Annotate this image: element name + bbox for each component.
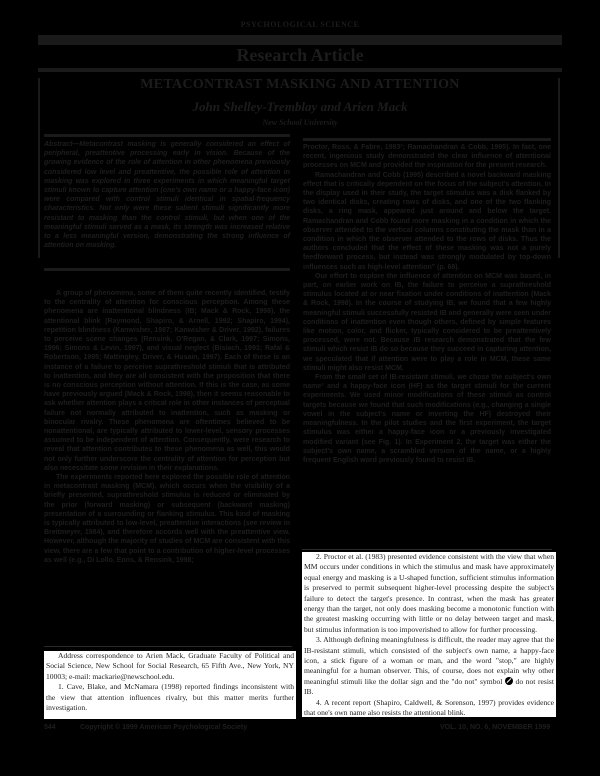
footnote-divider-left bbox=[44, 646, 292, 647]
volume-issue: VOL. 10, NO. 6, NOVEMBER 1999 bbox=[440, 724, 551, 731]
header-rule-top bbox=[38, 35, 562, 45]
footnote-3-text: 3. Although defining meaningfulness is difficult, the reader may agree that the IB-resistant stimuli, which consisted of the subject's own name, a happy-face icon, a stick figure of a woman or man, and the word "stop," are highly meaningful for a human observer. This, of course, does not explain why other meaningful stimuli like the dollar sign and the "do not" symbol bbox=[304, 635, 554, 686]
abstract-rule-bottom bbox=[44, 268, 290, 271]
footnotes-left bbox=[44, 651, 296, 719]
article-type-heading: Research Article bbox=[236, 45, 364, 65]
correspondence-note: Address correspondence to Arien Mack, Graduate Faculty of Political and Social Science, New School for Social Research, 65 Fifth Ave., New York, NY 10003; e-mail: mackarie@newschool.edu. bbox=[46, 651, 294, 681]
footnote-4: 4. A recent report (Shapiro, Caldwell, & Sorenson, 1997) provides evidence that one's own name also resists the attentional blink. bbox=[304, 697, 554, 718]
header-rule-bottom bbox=[38, 68, 562, 72]
body-paragraph: Ramachandran and Cobb (1995) described a novel backward masking effect that is critically dependent on the focus of the subject's attention. In the display used in their study, the target stimulus was a disk flanked by two identical disks, creating rows of disks, and one of the two flanking disks, a ring mask, appeared just around and below the target. Ramachandran and Cobb found more masking in a condition in which the observer attended to the vertical columns constituting the mask than in a condition in which the observer attended to the rows of disks. Thus the authors concluded that the effect of these masking was not a purely feedforward process, but instead was strongly modulated by top-down influences such as high-level attention" (p. 68). bbox=[303, 171, 551, 271]
page-number: 544 bbox=[44, 724, 56, 731]
journal-section-label: PSYCHOLOGICAL SCIENCE bbox=[240, 20, 360, 29]
copyright-line: Copyright © 1999 American Psychological Society bbox=[80, 724, 248, 731]
article-title: METACONTRAST MASKING AND ATTENTION bbox=[140, 77, 460, 92]
abstract-text: Abstract—Metacontrast masking is generally considered an effect of peripheral, preattentive processing early in vision. Because of the growing evidence of the role of attention in other phenomena previously considered low level and preattentive, the possible role of attention in masking was explored in three experiments in which meaningful target stimuli known to capture attention (one's own name or a happy-face icon) were compared with control stimuli identical in spatial-frequency characteristics. Not only were these salient stimuli significantly more resistant to masking than the control stimuli, but when one of the meaningful stimuli served as a mask, its strength was increased relative to a less meaningful version, demonstrating the strong influence of attention on masking. bbox=[44, 141, 290, 250]
body-right-column bbox=[303, 143, 551, 465]
do-not-symbol-icon bbox=[505, 677, 513, 685]
body-left-column bbox=[44, 289, 290, 565]
right-column-rule bbox=[303, 138, 551, 141]
footnote-1: 1. Cave, Blake, and McNamara (1998) reported findings inconsistent with the view that attention influences rivalry, but this matter merits further investigation. bbox=[46, 682, 294, 713]
abstract-rule-top bbox=[44, 134, 290, 137]
footnotes-right bbox=[302, 552, 556, 717]
body-paragraph: From the small set of IB-resistant stimuli, we chose the subject's own name³ and a happy-face icon (HF) as the target stimuli for the current experiments. We used minor modifications of these stimuli as control targets because we found that such modifications (e.g., changing a single vowel in the subject's name or inverting the HF) destroyed their meaningfulness. In the pilot studies and the first experiment, the target stimulus was either a happy-face icon or a previously investigated modified variant (see Fig. 1). In Experiment 2, the target was either the subject's own name, a scrambled version of the name, or a highly frequent English word previously found to resist IB. bbox=[303, 374, 551, 464]
article-authors: John Shelley-Tremblay and Arien Mack bbox=[192, 99, 408, 114]
author-affiliation: New School University bbox=[262, 118, 338, 127]
abstract bbox=[44, 140, 290, 250]
footnote-divider-right bbox=[302, 549, 552, 550]
footnote-3 bbox=[304, 635, 554, 697]
footnote-3-tail: do not resist IB. bbox=[304, 676, 554, 697]
body-paragraph: Proctor, Ross, & Fabre, 1983²; Ramachandran & Cobb, 1995). In fact, one recent, ingenious study demonstrated the clear influence of attentional processes on MCM and provided the inspiration for the present research. bbox=[303, 144, 551, 170]
body-paragraph: Our effort to explore the influence of attention on MCM was based, in part, on earlier work on IB, the failure to perceive a suprathreshold stimulus located at or near fixation under conditions of inattention (Mack & Rock, 1998). In the course of studying IB, we found that a few highly meaningful stimuli successfully resisted IB and generally were seen under conditions of inattention even though others, defined by simple features like motion, color, and flicker, typically considered to be preattentively processed, were not. Because IB research demonstrated that the few stimuli which resist IB do so because they succeed in capturing attention, we speculated that if attention were to play a role in MCM, these same stimuli might also resist MCM. bbox=[303, 272, 551, 372]
footnote-2: 2. Proctor et al. (1983) presented evidence consistent with the view that when MM occurs under conditions in which the stimulus and mask have approximately equal energy and masking is a U-shaped function, sufficient stimulus information is preserved to permit subsequent higher-level processing despite the subject's failure to detect the target's presence. In contrast, when the mask has greater energy than the target, not only does masking become a monotonic function with the greatest masking occurring with little or no delay between target and mask, but stimulus information is too impoverished to allow for further processing. bbox=[304, 552, 554, 634]
body-paragraph: The experiments reported here explored the possible role of attention in metacontrast masking (MCM), which occurs when the visibility of a briefly presented, suprathreshold stimulus is reduced or eliminated by the prior (forward masking) or subsequent (backward masking) presentation of a surrounding or flanking stimulus. This kind of masking is typically attributed to low-level, preattentive interactions (see review in Breitmeyer, 1984), and therefore accords well with the preattentive view. However, although the majority of studies of MCM are consistent with this view, there are a few that point to a contribution of higher-level processes as well (e.g., Di Lollo, Enns, & Rensink, 1998; bbox=[44, 474, 290, 564]
body-paragraph: A group of phenomena, some of them quite recently identified, testify to the centrality of attention for conscious perception. Among these phenomena are inattentional blindness (IB; Mack & Rock, 1998), the attentional blink (Raymond, Shapiro, & Arnell, 1992; Shapiro, 1994), repetition blindness (Kanwisher, 1987; Kanwisher & Driver, 1992), failures to perceive scene changes (Rensink, O'Regan, & Clark, 1997; Simons, 1996; Simons & Levin, 1997), and visual neglect (Bisiach, 1993; Rafal & Robertson, 1995; Mattingley, Driver, & Husain, 1997). Each of these is an instance of a failure to perceive suprathreshold stimuli that is attributed to inattention, and they are all consistent with the proposition that there is no conscious perception without attention. If this is the case, as some have previously argued (Mack & Rock, 1998), then it seems reasonable to ask whether attention plays a critical role in other instances of perceptual failure not normally attributed to inattention, such as masking or binocular rivalry. These phenomena are oftentimes believed to be nonattentional, are typically attributed to lower-level, sensory processes assumed to be independent of attention. Consequently, were research to reveal that attention contributes to these phenomena as well, this would not only further underscore the centrality of attention for perception but also necessitate some revision in their explanations. bbox=[44, 290, 290, 472]
